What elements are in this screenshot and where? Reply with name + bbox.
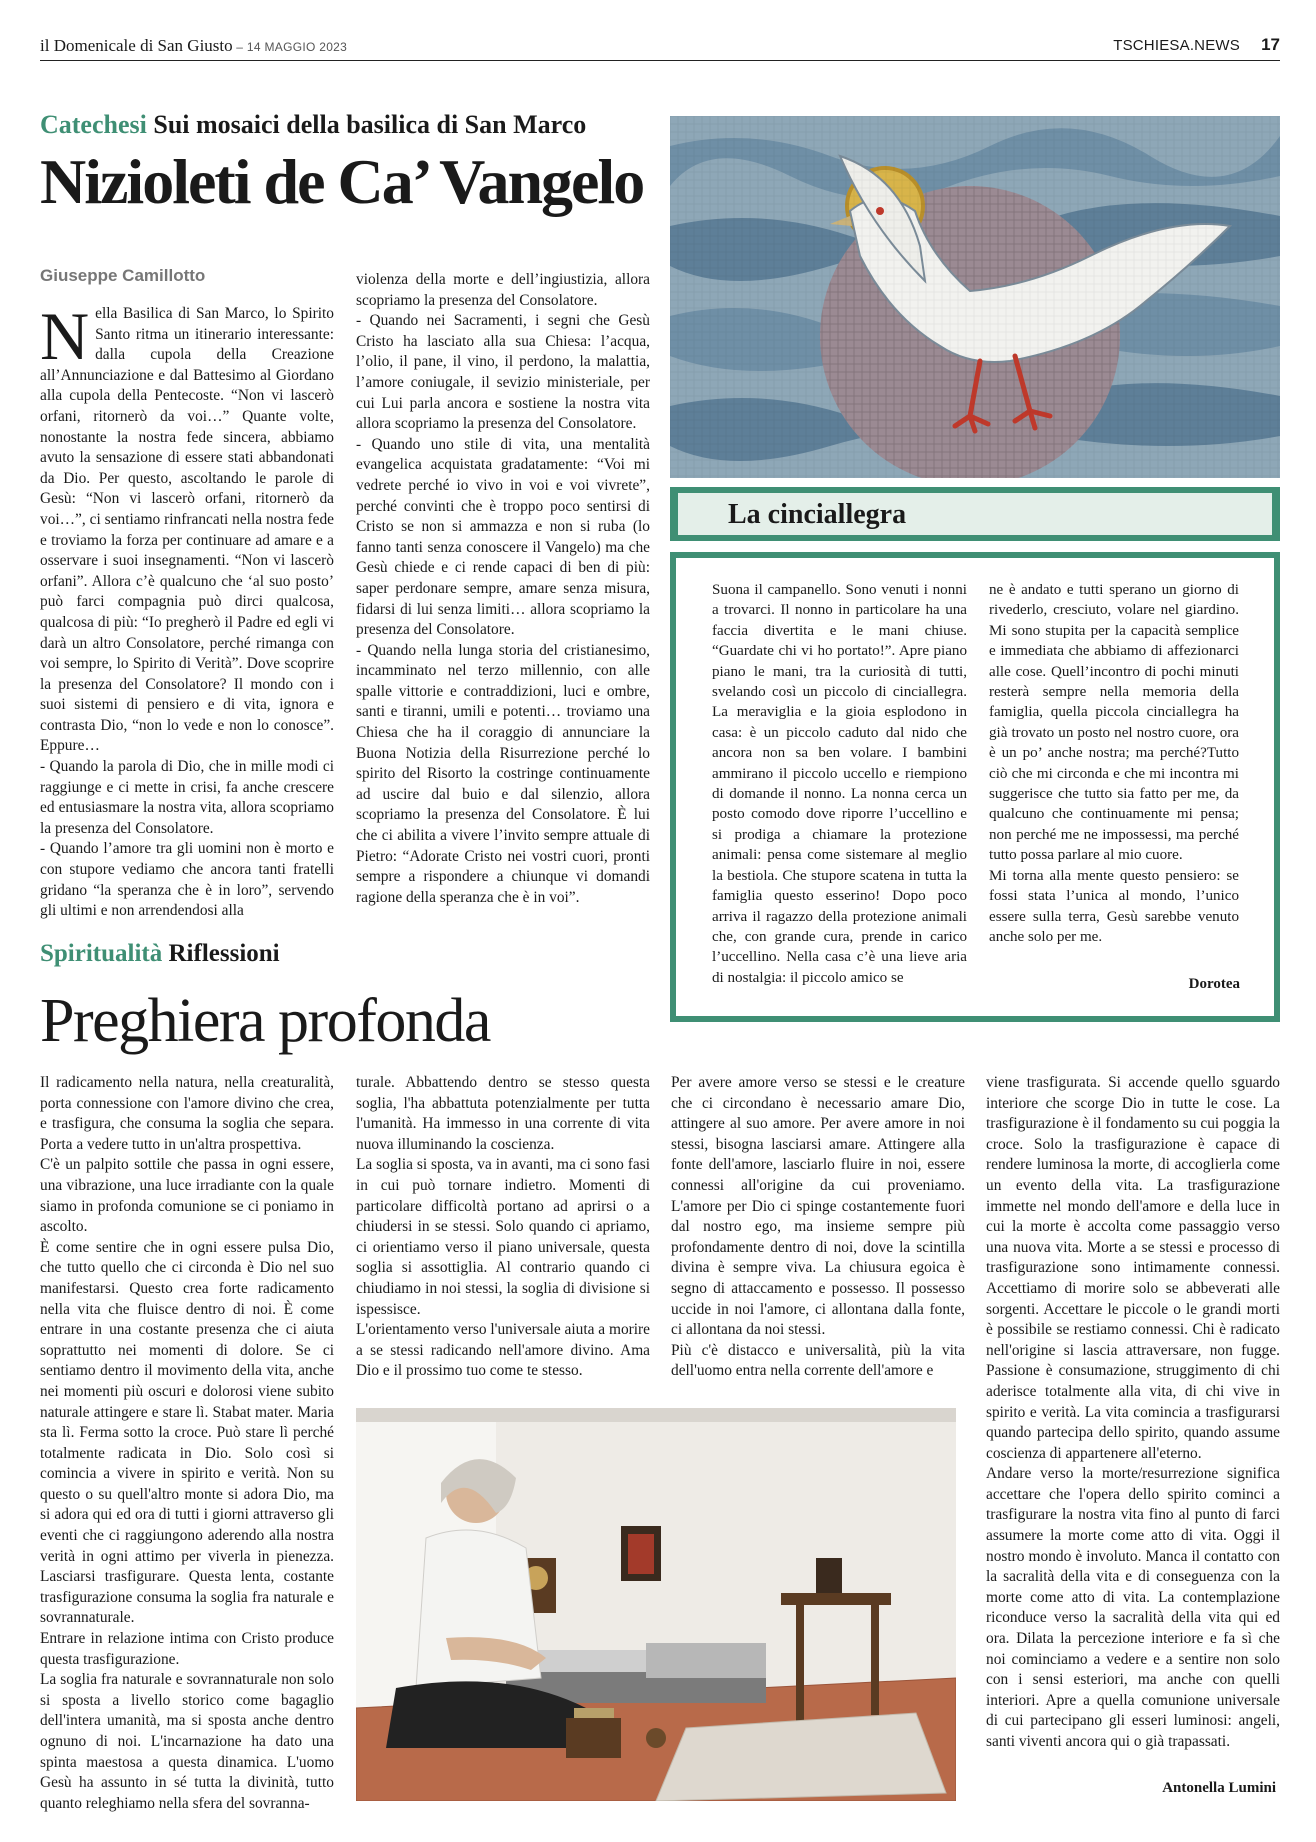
article2-para: La soglia fra naturale e sovrannaturale non solo si sposta a livello storico come bagaglio dell'intera umanità, ma si sposta anche dentro ognuno di noi. L'incarnazione ha dato una spinta maestosa a questa dinamica. L'uomo Gesù ha assunto in sé tutta la divinità, tutto quanto releghiamo nella sfera del sovranna-: [40, 1671, 334, 1812]
article1-column-1: [40, 298, 334, 922]
woman-praying-photo: [356, 1408, 956, 1801]
article2-subsection: Riflessioni: [162, 940, 280, 967]
box-para: Mi torna alla mente questo pensiero: se fossi stata l’unica al mondo, l’unico essere sulla terra, Gesù sarebbe venuto anche solo per me.: [989, 867, 1239, 945]
article2-para: È come sentire che in ogni essere pulsa Dio, che tutto quello che ci circonda è Dio nel suo manifestarsi. Questo crea forte radicamento nella vita che fluisce dentro di noi. È come entrare in una costante presenza che ci aiuta soprattutto nei momenti di dolore. Se ci sentiamo dentro il movimento della vita, anche nei momenti più oscuri e dolorosi viene subito naturale attingere e stare lì. Stabat mater. Maria sta lì. Ferma sotto la croce. Può stare lì perché totalmente radicata in Dio. Solo così si comincia a vivere in spirito e verità. Non su questo o su quell'altro monte si adora Dio, ma si adora qui ed ora di tutti i giorni attraverso gli eventi che ci raggiungono aderendo alla nostra verità in ogni attimo per viverla in pienezza. Lasciarsi trasfigurare. Questa lenta, costante trasfigurazione consuma la soglia fra naturale e sovrannaturale.: [40, 1238, 334, 1627]
article1-kicker: [40, 110, 586, 140]
article2-para: viene trasfigurata. Si accende quello sguardo interiore che scorge Dio in tutte le cose. La trasfigurazione è il fondamento su cui poggia la croce. Solo la trasfigurazione è capace di rendere luminosa la morte, di accoglierla come un evento della vita. La trasfigurazione immette nel mondo dell'amore e della luce in cui la morte è accolta come passaggio verso una nuova vita. Morte a se stessi e processo di trasfigurazione sono intimamente connessi. Accettiamo di morire solo se abbeverati alle sorgenti. Accettare le piccole o le grandi morti è possibile se restiamo connessi. Chi è radicato nell'origine si lascia attraversare, non fugge. Passione è consumazione, struggimento di chi aderisce totalmente alla vita, di chi vive in spirito e verità. La vita comincia a trasfigurarsi quando partecipa dello spirito, quando assume coscienza di appartenere all'eterno.: [986, 1074, 1280, 1462]
article2-signature: Antonella Lumini: [1162, 1780, 1276, 1796]
article2-para: Per avere amore verso se stessi e le creature che ci circondano è necessario amare Dio, attingere al suo amore. Per avere amore in noi stessi, bisogna lasciarsi amare. Attingere alla fonte dell'amore, lasciarlo fluire in noi, essere connessi all'origine da cui proveniamo. L'amore per Dio ci spinge costantemente fuori dal nostro ego, ma insieme sempre più profondamente dentro di noi, dove la scintilla divina è sempre viva. La chiusura egoica è segno di attaccamento e possesso. Il possesso uccide in noi l'amore, ci allontana dalla fonte, ci allontana da noi stessi.: [671, 1074, 965, 1339]
header-rule: [40, 60, 1280, 61]
article1-para: - Quando la parola di Dio, che in mille modi ci raggiunge e ci mette in crisi, fa anche crescere ed entusiasmare la nostra vita, allora scopriamo la presenza del Consolatore.: [40, 758, 334, 837]
article1-column-2: [356, 270, 650, 908]
sidebar-box: [670, 552, 1280, 1022]
article2-para: La soglia si sposta, va in avanti, ma ci sono fasi in cui può tornare indietro. Momenti di particolare difficoltà portano ad aprirsi o a chiudersi in se stessi. Solo quando ci apriamo, ci orientiamo verso il piano universale, questa soglia si assottiglia. Al contrario quando ci chiudiamo in noi stessi, la soglia di divisione si ispessisce.: [356, 1156, 650, 1318]
dove-mosaic-image: [670, 116, 1280, 478]
box-column-1: [712, 580, 967, 988]
article2-para: Andare verso la morte/resurrezione significa accettare che l'opera dello spirito cominci a trasfigurare la nostra vita fino al punto di farci assumere la morte come atto di vita. Oggi il nostro mondo è involuto. Manca il contatto con la sacralità della vita e di conseguenza con la morte come atto di vita. La contemplazione riconduce verso la sacralità della vita qui ed ora. Dilata la percezione interiore e fa sì che noi cominciamo a vedere e a sentire non solo con i sensi esteriori, ma anche con quelli interiori. Apre a quella comunione universale di cui partecipano gli esseri luminosi: angeli, santi viventi ancora qui o già trapassati.: [986, 1465, 1280, 1750]
article2-para: Il radicamento nella natura, nella creaturalità, porta connessione con l'amore divino che crea, e trasfigura, che consuma la soglia che separa. Porta a vedere tutto in un'altra prospettiva.: [40, 1074, 334, 1153]
publication-name: il Domenicale di San Giusto: [40, 36, 233, 55]
dove-mosaic-svg: [670, 116, 1280, 478]
article2-para: L'orientamento verso l'universale aiuta a morire a se stessi radicando nell'amore divino. Ama Dio e il prossimo tuo come te stesso.: [356, 1321, 651, 1380]
article2-section: Spiritualità: [40, 940, 163, 967]
box-title-inner: [678, 493, 1272, 535]
article1-para: - Quando uno stile di vita, una mentalità evangelica acquistata gradatamente: “Voi mi vedrete perché io vivo in voi e voi vivrete”, perché convinti che è troppo poco sentirsi di Cristo se non si ammazza e non si ruba (lo fanno tanti senza conoscere il Vangelo) ma che Gesù chiede e ci rende capaci di ben di più: saper perdonare sempre, amare senza misura, fidarsi di lui senza limiti… allora scopriamo la presenza del Consolatore.: [356, 435, 650, 639]
article2-column-4: [986, 1073, 1280, 1753]
article1-author: Giuseppe Camillotto: [40, 266, 206, 285]
box-column-2: [989, 580, 1239, 947]
article2-para: Più c'è distacco e universalità, più la vita dell'uomo entra nella corrente dell'amore e: [671, 1341, 965, 1380]
box-title: La cinciallegra: [728, 499, 907, 530]
article1-section: Catechesi: [40, 110, 147, 139]
article2-column-1: [40, 1073, 334, 1814]
article2-title: Preghiera profonda: [40, 987, 490, 1055]
article1-para: violenza della morte e dell’ingiustizia, allora scopriamo la presenza del Consolatore.: [356, 271, 650, 309]
article2-para: Entrare in relazione intima con Cristo produce questa trasfigurazione.: [40, 1630, 334, 1668]
box-title-bar: [670, 487, 1280, 541]
article1-para: Nella Basilica di San Marco, lo Spirito Santo ritma un itinerario interessante: dalla cupola della Creazione all’Annunciazione e dal Battesimo al Giordano alla cupola della Pentecoste. “Non vi lascerò orfani, ritornerò da voi…” Quante volte, nonostante la nostra fede sincera, abbiamo avuto la sensazione di essere stati abbandonati da Dio. Per questo, ascoltando le parole di Gesù: “Non vi lascerò orfani, ritornerò da voi…”, ci sentiamo rinfrancati nella nostra fede e troviamo la forza per continuare ad amare e a osservare i suoi insegnamenti. “Non vi lascerò orfani”. Allora c’è qualcuno che ‘al suo posto’ può farci compagnia può dirci qualcosa, qualcosa di più: “Io pregherò il Padre ed egli vi darà un altro Consolatore, perché rimanga con voi sempre, lo Spirito di Verità”. Dove scoprire la presenza del Consolatore? Il mondo con i suoi sistemi di pensiero e di vita, ignora e contrasta Dio, “non lo vede e non lo conosce”. Eppure…: [40, 298, 334, 755]
article2-column-3: [671, 1073, 965, 1382]
box-para: Suona il campanello. Sono venuti i nonni a trovarci. Il nonno in particolare ha una faccia divertita e le mani chiuse. “Guardate chi vi ho portato!”. Apre piano piano le mani, tra la curiosità di tutti, svelando così un piccolo di cinciallegra. La meraviglia e la gioia esplodono in casa: è un piccolo caduto dal nido che ancora non sa ben volare. I bambini ammirano il piccolo uccello e riempiono di domande il nonno. La nonna cerca un posto comodo dove riporre l’uccellino e si prodiga a chiamare la protezione animali: pensa come sistemare al meglio la bestiola. Che stupore scatena in tutta la famiglia questo esserino! Dopo poco arriva il ragazzo della protezione animali che, con grande cura, prende in carico l’uccellino. Nella casa c’è una lieve aria di nostalgia: il piccolo amico se: [712, 582, 967, 986]
woman-praying-svg: [356, 1408, 956, 1801]
article2-kicker: [40, 940, 280, 968]
article1-title: Nizioleti de Ca’ Vangelo: [40, 146, 644, 217]
box-para: ne è andato e tutti sperano un giorno di rivederlo, cresciuto, volare nel giardino. Mi sono stupita per la capacità semplice e immediata che abbiamo di affezionarci alle cose. Quell’incontro di pochi minuti resterà sempre nella memoria della famiglia, quella piccola cinciallegra ha già trovato un posto nel nostro cuore, ora è un po’ anche nostra; ma perché?Tutto ciò che mi circonda e che mi incontra mi suggerisce che tutto sia fatto per me, da qualcuno che continuamente mi pensa; non perché me ne impossessi, ma perché tutto possa parlare al mio cuore.: [989, 582, 1239, 864]
article1-para: - Quando l’amore tra gli uomini non è morto e con stupore vediamo che ancora tanti fratelli gridano “la speranza che è in loro”, servendo gli ultimi e non arrendendosi alla: [40, 840, 334, 920]
dropcap: N: [40, 298, 90, 374]
publication-date: – 14 MAGGIO 2023: [232, 40, 348, 54]
article2-para: C'è un palpito sottile che passa in ogni essere, una vibrazione, una luce irradiante con la quale siamo in profonda comunione se ci poniamo in ascolto.: [40, 1156, 334, 1236]
page-number: 17: [1261, 35, 1280, 54]
article2-para: turale. Abbattendo dentro se stesso questa soglia, l'ha abbattuta potenzialmente per tutta l'umanità. Ha immesso in una corrente di vita nuova illuminando la coscienza.: [356, 1074, 650, 1153]
publication-line: [40, 36, 347, 56]
article1-para: - Quando nei Sacramenti, i segni che Gesù Cristo ha lasciato alla sua Chiesa: l’acqua, l’olio, il pane, il vino, il perdono, la malattia, l’amore coniugale, il sevizio ministeriale, per cui Lui parla ancora e sostiene la nostra vita allora scopriamo la presenza del Consolatore.: [356, 312, 650, 433]
page-header: [40, 36, 1280, 62]
box-signature: Dorotea: [1188, 976, 1240, 992]
site-link[interactable]: TSCHIESA.NEWS: [1113, 37, 1240, 54]
article1-subsection: Sui mosaici della basilica di San Marco: [146, 110, 587, 139]
article2-column-2: [356, 1073, 650, 1382]
article1-para: - Quando nella lunga storia del cristianesimo, incamminato nel terzo millennio, con alle spalle vittorie e contraddizioni, luci e ombre, santi e tiranni, umili e potenti… troviamo una Chiesa che ha il coraggio di annunciare la Buona Notizia della Risurrezione perché lo spirito del Risorto la costringe continuamente ad uscire dal buio e dal silenzio, allora scopriamo la presenza del Consolatore. È lui che ci abilita a vivere l’invito sempre attuale di Pietro: “Adorate Cristo nei vostri cuori, pronti sempre a rispondere a chiunque vi domandi ragione della speranza che è in voi”.: [356, 641, 650, 906]
